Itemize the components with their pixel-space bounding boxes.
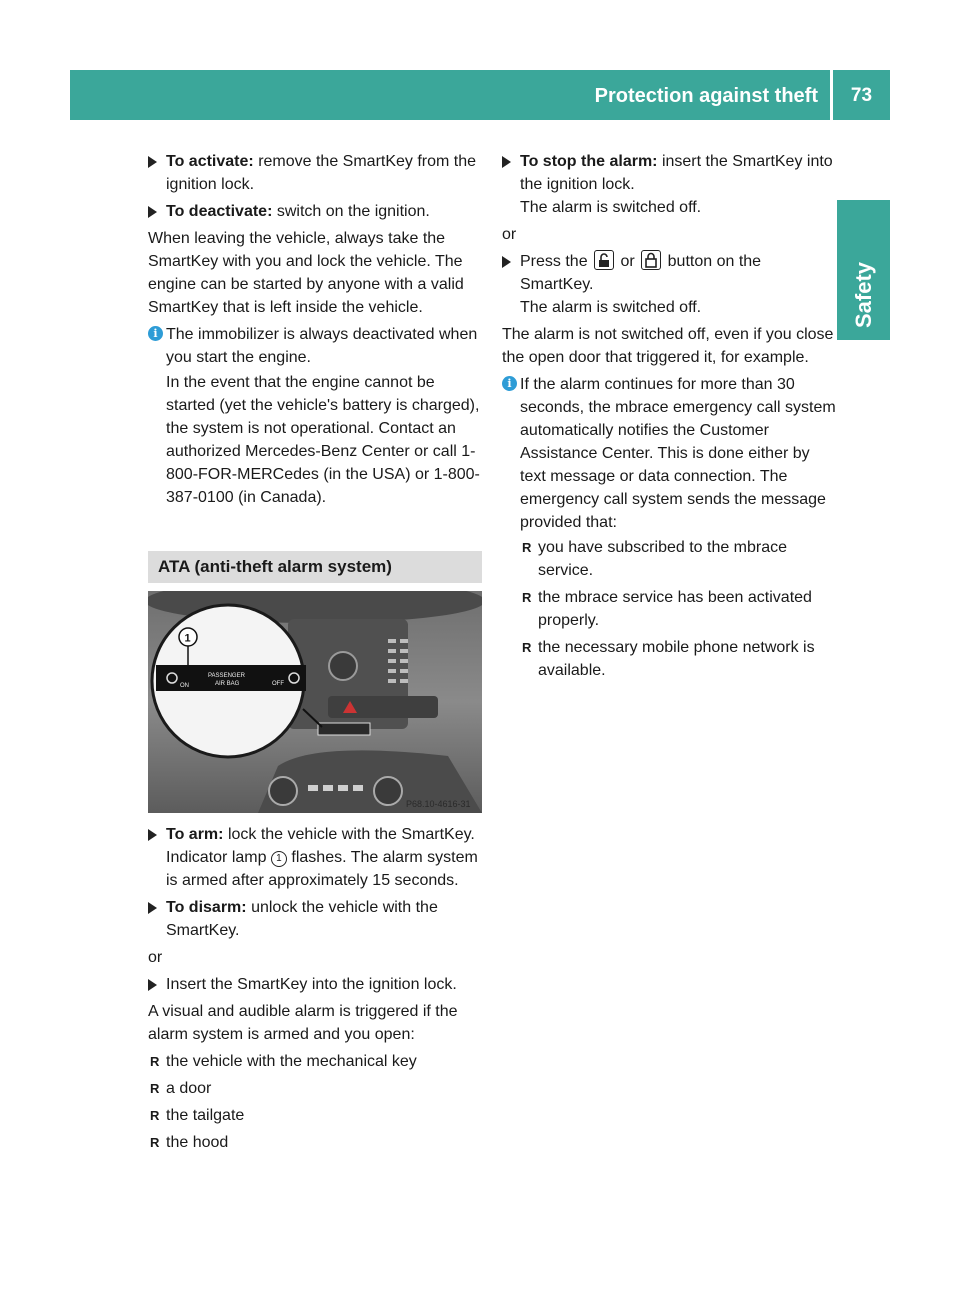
step-arrow-icon <box>148 979 157 991</box>
bullet-icon: R <box>522 590 532 605</box>
step-label: To stop the alarm: <box>520 153 658 170</box>
bullet-icon: R <box>150 1135 160 1150</box>
paragraph: A visual and audible alarm is triggered if the alarm system is armed and you open: <box>148 1003 458 1043</box>
info-note <box>502 373 838 682</box>
info-icon: i <box>502 376 517 391</box>
section-heading: ATA (anti-theft alarm system) <box>148 551 482 583</box>
step-label: To activate: <box>166 153 254 170</box>
step-text: unlock the vehicle with the SmartKey. <box>166 899 438 939</box>
step-result: flashes. The alarm system is armed after approximately 15 seconds. <box>166 849 478 889</box>
paragraph: When leaving the vehicle, always take the SmartKey with you and lock the vehicle. The engine can be started by anyone with a valid SmartKey that is left inside the vehicle. <box>148 230 464 316</box>
step-arrow-icon <box>148 902 157 914</box>
list-item-text: the vehicle with the mechanical key <box>166 1053 417 1070</box>
step-arrow-icon <box>148 156 157 168</box>
note-text: The immobilizer is always deactivated when you start the engine. <box>166 326 478 366</box>
list-item-text: a door <box>166 1080 212 1097</box>
step-arrow-icon <box>148 829 157 841</box>
right-column <box>502 150 838 686</box>
list-item <box>520 586 838 632</box>
callout-number-icon: 1 <box>271 851 287 867</box>
note-text: If the alarm continues for more than 30 seconds, the mbrace emergency call system automatically notifies the Customer Assistance Center. This is done either by text message or data connection. The emergency call system sends the message provided that: <box>520 376 836 531</box>
list-item <box>148 1077 482 1100</box>
list-item <box>520 536 838 582</box>
step-text: lock the vehicle with the SmartKey. <box>227 826 475 843</box>
bullet-icon: R <box>522 540 532 555</box>
step-label: To arm: <box>166 826 224 843</box>
bullet-icon: R <box>150 1081 160 1096</box>
step-arrow-icon <box>502 156 511 168</box>
bullet-icon: R <box>150 1108 160 1123</box>
dashboard-photo <box>148 591 482 813</box>
step-arrow-icon <box>502 256 511 268</box>
panel-off-label: OFF <box>272 681 284 687</box>
list-item <box>520 636 838 682</box>
list-item <box>148 1104 482 1127</box>
or-text: or <box>148 949 163 966</box>
paragraph: The alarm is not switched off, even if you close the open door that triggered it, for example. <box>502 326 834 366</box>
step-result: Indicator lamp <box>166 849 267 866</box>
or-text: or <box>502 226 517 243</box>
step-text: Press the <box>520 253 588 270</box>
step-press-button <box>502 250 838 319</box>
step-label: To deactivate: <box>166 203 273 220</box>
photo-code: P68.10-4616-31 <box>406 799 471 809</box>
step-text: Insert the SmartKey into the ignition lock. <box>166 976 457 993</box>
step-label: To disarm: <box>166 899 247 916</box>
step-deactivate <box>148 200 482 223</box>
step-text: button on the SmartKey. <box>520 253 762 293</box>
step-result: The alarm is switched off. <box>520 299 702 316</box>
panel-text-2: AIR BAG <box>215 681 240 687</box>
header-bar <box>70 70 890 120</box>
unlock-icon <box>594 250 614 270</box>
step-text: or <box>620 253 635 270</box>
step-text: remove the SmartKey from the ignition lock. <box>166 153 477 193</box>
photo-callout-number: 1 <box>184 632 191 645</box>
list-item-text: the mbrace service has been activated properly. <box>538 589 812 629</box>
list-item-text: the tailgate <box>166 1107 245 1124</box>
step-activate <box>148 150 482 196</box>
list-item-text: the necessary mobile phone network is available. <box>538 639 815 679</box>
panel-text-1: PASSENGER <box>208 673 245 679</box>
step-text: insert the SmartKey into the ignition lock. <box>520 153 833 193</box>
note-text: In the event that the engine cannot be started (yet the vehicle's battery is charged), the system is not operational. Contact an authorized Mercedes-Benz Center or call 1-800-FOR-MERCedes (in the USA) or 1-800-387-0100 (in Canada). <box>166 374 480 506</box>
list-item-text: the hood <box>166 1134 229 1151</box>
step-result: The alarm is switched off. <box>520 199 702 216</box>
bullet-icon: R <box>522 640 532 655</box>
step-insert <box>148 973 482 996</box>
step-arrow-icon <box>148 206 157 218</box>
section-tab-label: Safety <box>851 261 877 329</box>
info-icon: i <box>148 326 163 341</box>
page-title: Protection against theft <box>594 85 818 107</box>
step-disarm <box>148 896 482 942</box>
section-tab-label-wrap <box>838 250 890 340</box>
step-arm <box>148 823 482 892</box>
list-item-text: you have subscribed to the mbrace service. <box>538 539 788 579</box>
info-note <box>148 323 482 509</box>
list-item <box>148 1050 482 1073</box>
left-column <box>148 150 482 1158</box>
bullet-icon: R <box>150 1054 160 1069</box>
lock-icon <box>641 250 661 270</box>
panel-on-label: ON <box>180 683 189 689</box>
list-item <box>148 1131 482 1154</box>
page-number: 73 <box>850 85 873 106</box>
step-text: switch on the ignition. <box>276 203 430 220</box>
step-stop-alarm <box>502 150 838 219</box>
